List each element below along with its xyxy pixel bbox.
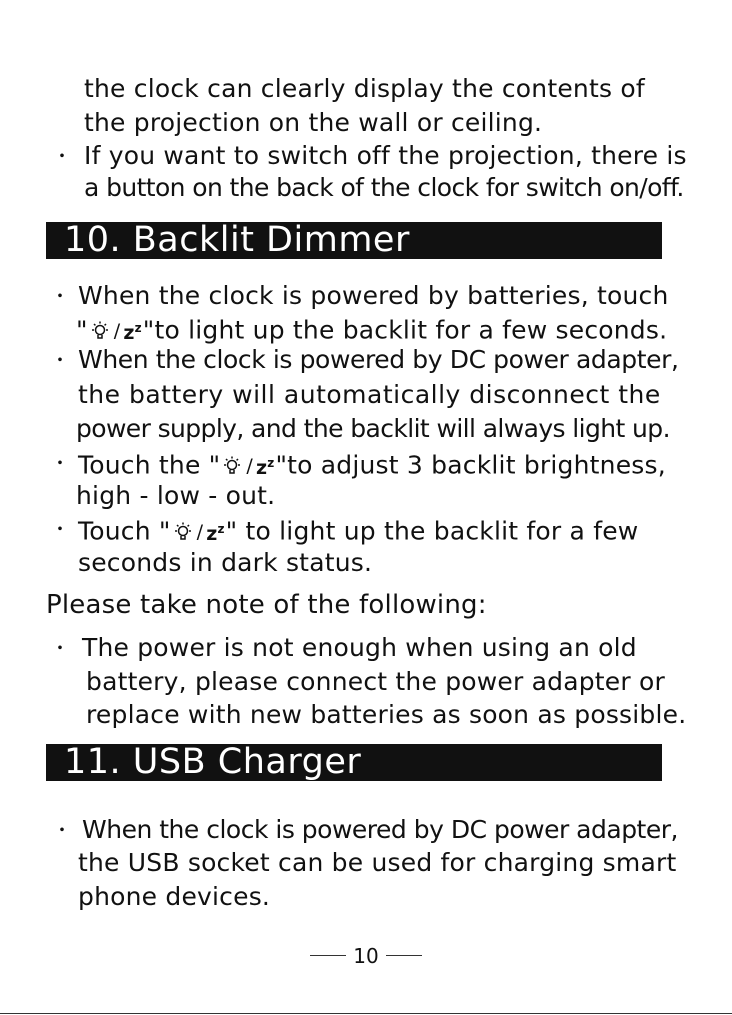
projection-note-line: If you want to switch off the projection, there is bbox=[84, 141, 687, 170]
bullet-dot: ・ bbox=[52, 818, 72, 842]
section-title: 11. USB Charger bbox=[64, 742, 362, 782]
backlit-batteries-line bbox=[76, 313, 667, 348]
dark-status-text: " to light up the backlit for a few bbox=[225, 516, 639, 546]
usb-line: phone devices. bbox=[78, 882, 271, 911]
old-battery-line: The power is not enough when using an old bbox=[82, 633, 637, 662]
brightness-levels-line: high - low - out. bbox=[76, 481, 276, 510]
bullet-dot: ・ bbox=[50, 284, 70, 308]
page-number: 10 bbox=[353, 944, 379, 968]
dc-adapter-line: When the clock is powered by DC power adapter, bbox=[78, 345, 679, 374]
usb-line: the USB socket can be used for charging smart bbox=[78, 848, 677, 877]
dark-status-text: Touch " bbox=[78, 516, 171, 546]
note-heading: Please take note of the following: bbox=[46, 590, 487, 620]
bullet-dot: ・ bbox=[50, 451, 70, 475]
section-title: 10. Backlit Dimmer bbox=[64, 220, 410, 260]
brightness-text: Touch the " bbox=[78, 450, 221, 480]
light-sleep-icon: / $z^z$ bbox=[89, 313, 142, 348]
section-heading-bar bbox=[46, 222, 662, 259]
light-sleep-icon: / $z^z$ bbox=[172, 514, 225, 549]
usb-line: When the clock is powered by DC power adapter, bbox=[82, 815, 678, 844]
page-bottom-rule bbox=[0, 1013, 732, 1014]
quote-open: " bbox=[76, 315, 88, 345]
backlit-batteries-line: When the clock is powered by batteries, touch bbox=[78, 281, 669, 310]
old-battery-line: battery, please connect the power adapter or bbox=[86, 667, 665, 696]
brightness-line bbox=[78, 448, 666, 483]
bullet-dot: ・ bbox=[50, 636, 70, 660]
section-heading-bar bbox=[46, 744, 662, 781]
bullet-dot: ・ bbox=[50, 517, 70, 541]
intro-line: the projection on the wall or ceiling. bbox=[84, 108, 543, 137]
intro-line: the clock can clearly display the contents of bbox=[84, 74, 645, 103]
projection-note-line: a button on the back of the clock for switch on/off. bbox=[84, 173, 684, 202]
bullet-dot: ・ bbox=[52, 144, 72, 168]
old-battery-line: replace with new batteries as soon as possible. bbox=[86, 700, 687, 729]
dc-adapter-line: power supply, and the backlit will always light up. bbox=[76, 414, 670, 443]
dark-status-line: seconds in dark status. bbox=[78, 548, 373, 577]
dark-status-line bbox=[78, 514, 638, 549]
bullet-dot: ・ bbox=[50, 348, 70, 372]
light-sleep-icon: / $z^z$ bbox=[221, 448, 274, 483]
footer-rule-right bbox=[386, 955, 422, 956]
dc-adapter-line: the battery will automatically disconnect the bbox=[78, 380, 661, 409]
backlit-text: "to light up the backlit for a few seconds. bbox=[142, 315, 668, 345]
brightness-text: "to adjust 3 backlit brightness, bbox=[275, 450, 666, 480]
